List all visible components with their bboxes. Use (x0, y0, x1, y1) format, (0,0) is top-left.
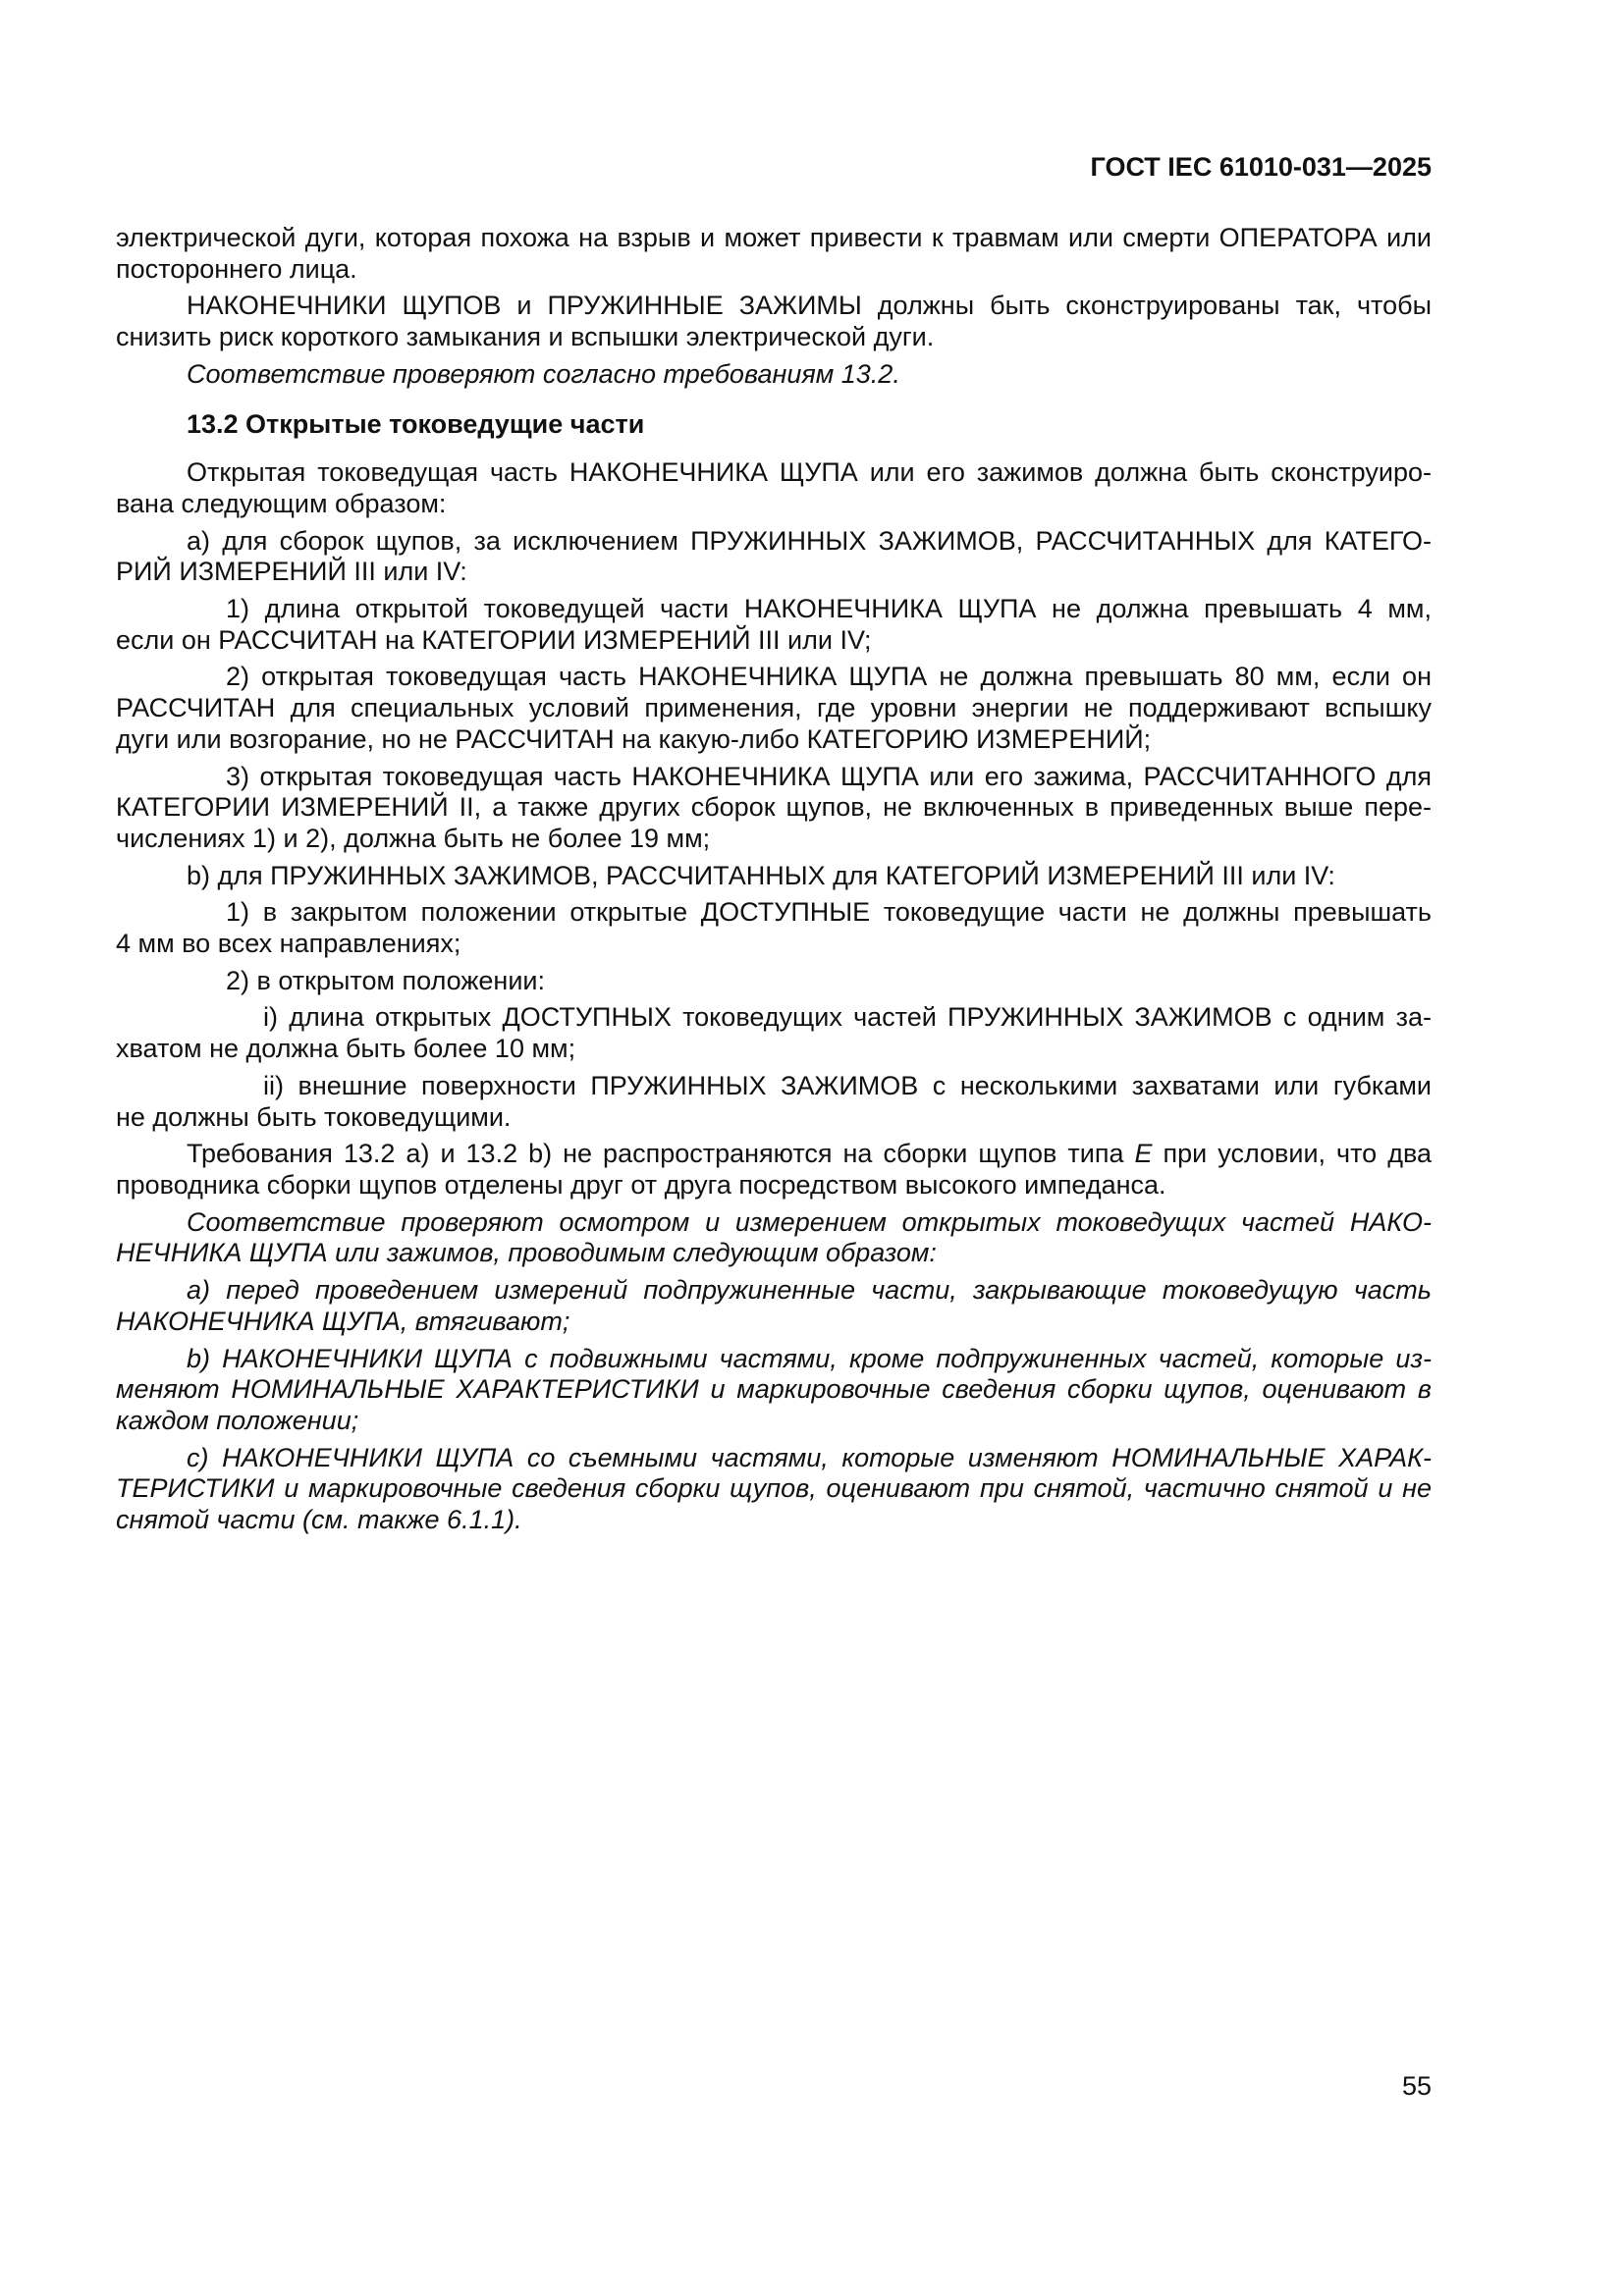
paragraph (116, 762, 1432, 855)
text-line: 13.2 Открытые токоведущие части (187, 408, 645, 439)
text-line: 3) открытая токоведущая часть НАКОНЕЧНИКА ЩУПА или его зажима, РАССЧИТАННОГО для (226, 761, 1432, 791)
text-line: НАКОНЕЧНИКИ ЩУПОВ и ПРУЖИННЫЕ ЗАЖИМЫ должны быть сконструированы так, чтобы (187, 291, 1432, 321)
paragraph (116, 966, 1432, 997)
paragraph (116, 1002, 1432, 1064)
text-line: проводника сборки щупов отделены друг от друга посредством высокого импеданса. (116, 1169, 1166, 1200)
paragraph (116, 1443, 1432, 1536)
text-run: Е (1134, 1139, 1153, 1169)
standard-number: ГОСТ IEC 61010-031—2025 (1090, 152, 1432, 182)
text-line: каждом положении; (116, 1405, 359, 1435)
text-line: b) для ПРУЖИННЫХ ЗАЖИМОВ, РАССЧИТАННЫХ для КАТЕГОРИЙ ИЗМЕРЕНИЙ III или IV: (187, 860, 1335, 890)
text-line: ii) внешние поверхности ПРУЖИННЫХ ЗАЖИМОВ с несколькими захватами или губками (263, 1070, 1432, 1100)
text-line: ТЕРИСТИКИ и маркировочные сведения сборки щупов, оценивают при снятой, частично снятой и не (116, 1473, 1432, 1504)
text-line: КАТЕГОРИИ ИЗМЕРЕНИЙ II, а также других сборок щупов, не включенных в приведенных выше пере- (116, 792, 1432, 823)
running-header (116, 152, 1432, 183)
text-line: Соответствие проверяют согласно требованиям 13.2. (187, 358, 900, 389)
text-line: 2) в открытом положении: (226, 965, 545, 995)
text-line: снятой части (см. также 6.1.1). (116, 1505, 522, 1535)
paragraph (116, 1071, 1432, 1133)
text-line: 1) длина открытой токоведущей части НАКОНЕЧНИКА ЩУПА не должна превышать 4 мм, (226, 594, 1432, 624)
paragraph (116, 223, 1432, 285)
text-run: при условии, что два (1152, 1139, 1433, 1169)
text-line: a) перед проведением измерений подпружиненные части, закрывающие токоведущую часть (187, 1275, 1432, 1306)
paragraph (116, 1275, 1432, 1337)
text-line: постороннего лица. (116, 253, 357, 284)
text-line: a) для сборок щупов, за исключением ПРУЖИННЫХ ЗАЖИМОВ, РАССЧИТАННЫХ для КАТЕГО- (187, 525, 1432, 556)
text-line: РИЙ ИЗМЕРЕНИЙ III или IV: (116, 557, 467, 587)
text-line (116, 1139, 1432, 1170)
paragraph (116, 526, 1432, 588)
paragraph (116, 1207, 1432, 1269)
text-line: вана следующим образом: (116, 488, 447, 518)
text-line: 4 мм во всех направлениях; (116, 929, 461, 959)
text-line: числениях 1) и 2), должна быть не более 19 мм; (116, 823, 711, 853)
document-body (116, 223, 1432, 1542)
text-line: если он РАССЧИТАН на КАТЕГОРИИ ИЗМЕРЕНИЙ III или IV; (116, 624, 872, 655)
page-number: 55 (1401, 2071, 1432, 2101)
text-line: НАКОНЕЧНИКА ЩУПА, втягивают; (116, 1306, 570, 1336)
text-line: b) НАКОНЕЧНИКИ ЩУПА с подвижными частями, кроме подпружиненных частей, которые из- (187, 1343, 1432, 1373)
paragraph (116, 1344, 1432, 1437)
text-line: РАССЧИТАН для специальных условий применения, где уровни энергии не поддерживают вспышку (116, 693, 1432, 723)
text-line: не должны быть токоведущими. (116, 1101, 512, 1132)
text-line: меняют НОМИНАЛЬНЫЕ ХАРАКТЕРИСТИКИ и маркировочные сведения сборки щупов, оценивают в (116, 1374, 1432, 1405)
text-line: c) НАКОНЕЧНИКИ ЩУПА со съемными частями, которые изменяют НОМИНАЛЬНЫЕ ХАРАК- (187, 1442, 1432, 1472)
text-line: Открытая токоведущая часть НАКОНЕЧНИКА ЩУПА или его зажимов должна быть сконструиро- (187, 457, 1432, 488)
text-line: дуги или возгорание, но не РАССЧИТАН на какую-либо КАТЕГОРИЮ ИЗМЕРЕНИЙ; (116, 723, 1152, 754)
paragraph (116, 359, 1432, 391)
text-line: хватом не должна быть более 10 мм; (116, 1034, 576, 1064)
paragraph (116, 1139, 1432, 1201)
text-line: снизить риск короткого замыкания и вспышки электрической дуги. (116, 322, 935, 352)
text-line: 1) в закрытом положении открытые ДОСТУПНЫЕ токоведущие части не должны превышать (226, 897, 1432, 928)
paragraph (116, 291, 1432, 352)
paragraph (116, 662, 1432, 755)
text-line: i) длина открытых ДОСТУПНЫХ токоведущих частей ПРУЖИННЫХ ЗАЖИМОВ с одним за- (263, 1002, 1432, 1033)
text-line: НЕЧНИКА ЩУПА или зажимов, проводимым следующим образом: (116, 1238, 937, 1268)
paragraph (116, 861, 1432, 892)
text-line: Соответствие проверяют осмотром и измерением открытых токоведущих частей НАКО- (187, 1206, 1432, 1237)
paragraph (116, 457, 1432, 519)
paragraph (116, 594, 1432, 656)
paragraph (116, 897, 1432, 959)
text-run: Требования 13.2 a) и 13.2 b) не распространяются на сборки щупов типа (187, 1139, 1135, 1169)
section-heading (116, 409, 1432, 441)
text-line: электрической дуги, которая похожа на взрыв и может привести к травмам или смерти ОПЕРАТОРА или (116, 223, 1432, 252)
text-line: 2) открытая токоведущая часть НАКОНЕЧНИКА ЩУПА не должна превышать 80 мм, если он (226, 662, 1432, 692)
